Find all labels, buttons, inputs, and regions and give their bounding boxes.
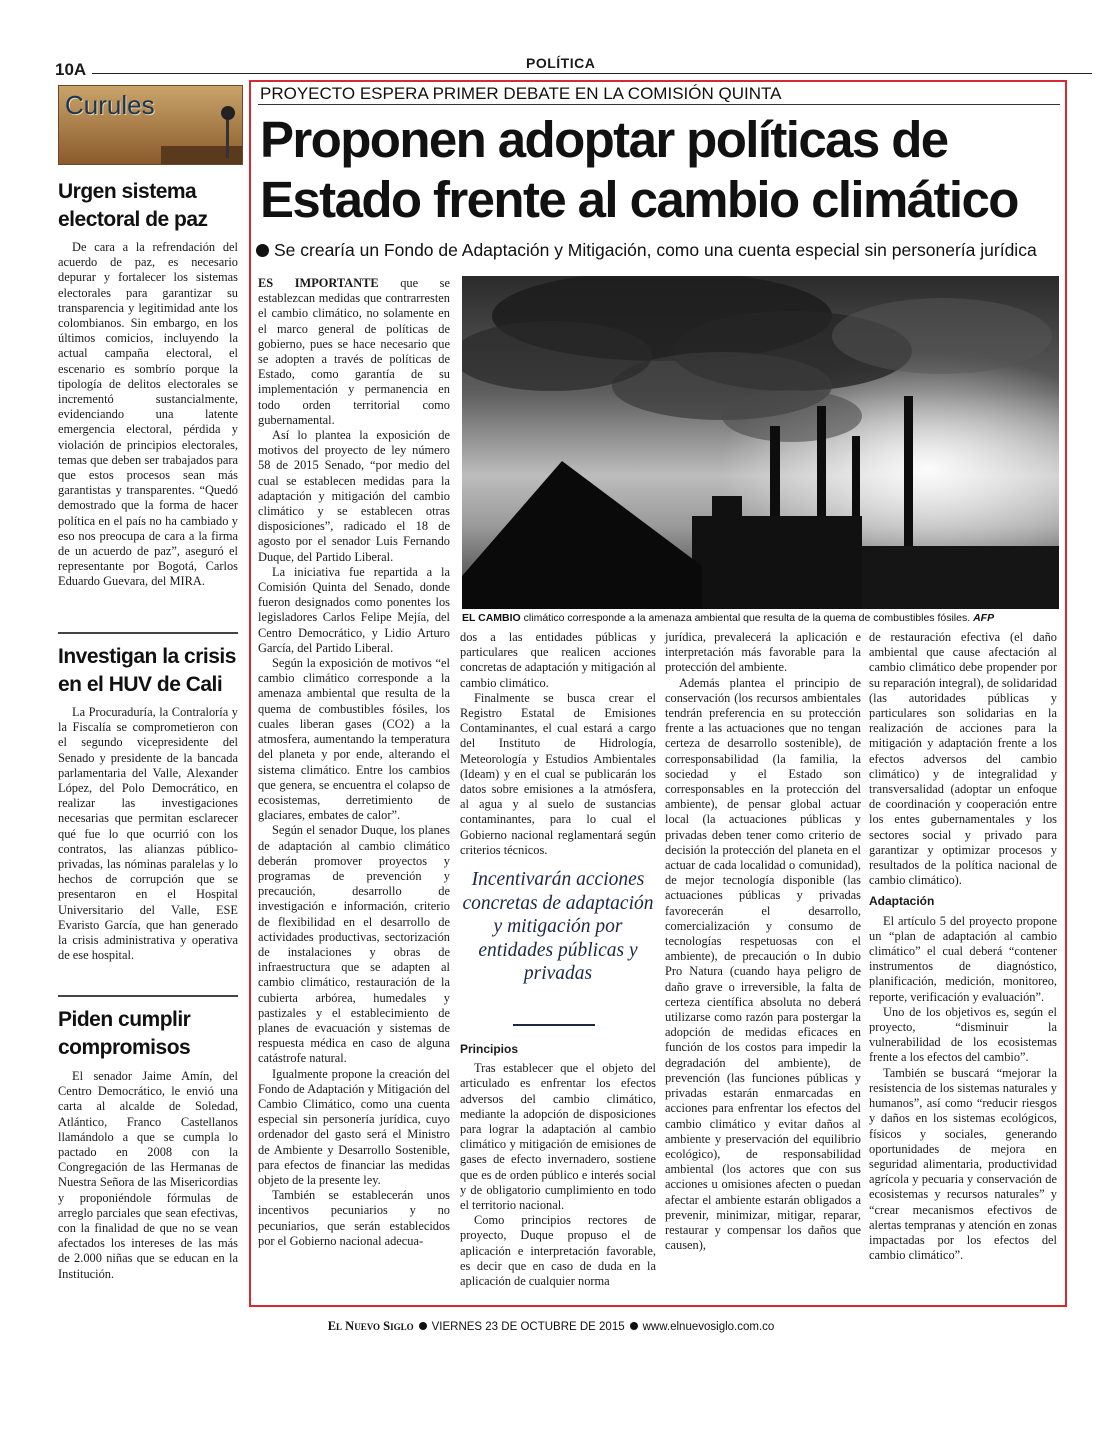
paragraph: Tras establecer que el objeto del articulado es enfrentar los efectos adversos del cambio climático, mediante la adopción de disposiciones para lograr la adaptación al cambio climático y mitigación de emisiones de gases de efecto invernadero, sostiene que es de orden público e interés social y de obligatorio cumplimiento en todo el territorio nacional. — [460, 1061, 656, 1213]
bullet-icon — [630, 1322, 638, 1330]
sidebar-body: De cara a la refrendación del acuerdo de paz, es necesario depurar y fortalecer los sistemas electorales para garantizar su transparencia y legitimidad ante los colombianos. Sin embargo, en los últimos comicios, incluyendo la actual campaña electoral, el escenario es sombrío porque la tipología de delitos electorales se incrementó sustancialmente, evidenciando una latente emergencia electoral, pérdida y violación de principios electorales, temas que deben ser trabajados para que estos procesos sean más garantistas y transparentes. “Quedó demostrado que la forma de hacer política en el país no ha cambiado y eso nos preocupa de cara a la firma de un acuerdo de paz”, aseguró el representante por Bogotá, Carlos Eduardo Guevara, del MIRA. — [58, 240, 238, 589]
sidebar-divider — [58, 995, 238, 997]
article-headline: Proponen adoptar políticas de Estado frente al cambio climático — [260, 111, 1018, 228]
sidebar-body: El senador Jaime Amín, del Centro Democrático, le envió una carta al alcalde de Soledad, Atlántico, Franco Castellanos llamándolo a que se cumpla lo pactado en 2008 con la Congregación de las Hermanas de Nuestra Señora de las Misericordias y proponiéndole fórmulas de arreglo parciales que sean efectivas, con la finalidad de que no se vean afectados los intereses de las más de 2.000 niñas que se educan en la Institución. — [58, 1069, 238, 1281]
sidebar-headline: Urgen sistema electoral de paz — [58, 180, 208, 231]
sidebar-headline: Investigan la crisis en el HUV de Cali — [58, 645, 236, 696]
caption-lead: EL CAMBIO — [462, 612, 521, 624]
article-column-2-bottom — [460, 1036, 656, 1289]
paragraph: jurídica, prevalecerá la aplicación e interpretación más favorable para la protección del ambiente. — [665, 630, 861, 675]
article-column-4 — [869, 630, 1057, 1263]
microphone-icon — [209, 106, 239, 162]
paragraph: Igualmente propone la creación del Fondo de Adaptación y Mitigación del Cambio Climático, como una cuenta especial sin personería jurídica, cuyo ordenador del gasto será el Ministro de Ambiente y Desarrollo Sostenible, para efectos de financiar las medidas objeto de la presente ley. — [258, 1066, 450, 1187]
paragraph: El artículo 5 del proyecto propone un “plan de adaptación al cambio climático” el cual deberá “contener instrumentos de diagnóstico, planificación, medición, monitoreo, reporte, verificación y evaluación”. — [869, 913, 1057, 1004]
pull-quote: Incentivarán acciones concretas de adaptación y mitigación por entidades públicas y privadas — [462, 869, 654, 984]
paragraph: La iniciativa fue repartida a la Comisión Quinta del Senado, donde fueron designados como ponentes los legisladores Carlos Felipe Mejía, del Centro Democrático, y Lidio Arturo García, del Partido Liberal. — [258, 564, 450, 655]
paragraph: Como principios rectores de proyecto, Duque propuso el de aplicación e interpretación favorable, es decir que en caso de duda en la aplicación de cualquier norma — [460, 1213, 656, 1289]
lead-in: ES IMPORTANTE — [258, 276, 379, 290]
article-column-1 — [258, 276, 450, 1249]
caption-text: climático corresponde a la amenaza ambiental que resulta de la quema de combustibles fósiles. — [520, 612, 974, 624]
article-column-2 — [460, 630, 656, 858]
subhead-principios: Principios — [460, 1042, 519, 1056]
article-column-3 — [665, 630, 861, 1253]
paragraph: También se buscará “mejorar la resistencia de los sistemas naturales y humanos”, así como “reducir riesgos y daños en los sistemas ecológicos, físicos y sociales, generando oportunidades de mejora en seguridad alimentaria, productividad agrícola y pecuaria y conservación de ecosistemas y recursos naturales” y “crear mecanismos efectivos de alertas tempranas y atención en zonas impactadas por los efectos del cambio climático”. — [869, 1065, 1057, 1263]
factory-smokestacks-photo — [462, 276, 1059, 609]
paragraph: Según la exposición de motivos “el cambio climático corresponde a la amenaza ambiental que resulta de la quema de combustibles fósiles, los cuales liberan gases (CO2) a la atmosfera, aumentando la temperatura del planeta y por ende, alterando el sistema climático. Entre los cambios que genera, se encuentra el colapso de ecosistemas, derretimiento de glaciares, embates de calor”. — [258, 656, 450, 823]
curules-banner — [58, 85, 243, 165]
photo-credit: AFP — [973, 612, 995, 624]
bullet-icon — [256, 244, 269, 257]
subhead-text: Se crearía un Fondo de Adaptación y Mitigación, como una cuenta especial sin personería jurídica — [274, 240, 1037, 260]
pull-quote-rule — [513, 1024, 595, 1026]
kicker-rule — [258, 104, 1060, 105]
subhead-adaptacion: Adaptación — [869, 894, 935, 909]
paragraph: Finalmente se busca crear el Registro Estatal de Emisiones Contaminantes, el cual estará a cargo del Instituto de Hidrología, Meteorología y Estudios Ambientales (Ideam) y en el cual se publicarán los datos sobre emisiones a la atmósfera, al agua y al suelo de sustancias contaminantes, para lo cual el Gobierno nacional reglamentará según criterios técnicos. — [460, 690, 656, 857]
sidebar-headline: Piden cumplir compromisos — [58, 1008, 191, 1059]
page-footer — [0, 1319, 1102, 1334]
sidebar-body: La Procuraduría, la Contraloría y la Fiscalía se comprometieron con el segundo vicepresidente del Senado y presidente de la bancada parlamentaria del Valle, Alexander López, del Polo Democrático, en realizar las investigaciones necesarias que permitan esclarecer qué fue lo que ocurrió con los contratos, las alianzas público-privadas, las nóminas paralelas y lo hechos de corrupción que se presentaron en el Hospital Universitario del Valle, ESE Evaristo García, que han generado la crisis administrativa y operativa de ese hospital. — [58, 705, 238, 963]
photo-caption — [462, 612, 1059, 624]
article-kicker: PROYECTO ESPERA PRIMER DEBATE EN LA COMISIÓN QUINTA — [260, 84, 782, 103]
paragraph: de restauración efectiva (el daño ambiental que cause afectación al cambio climático debe propender por su reparación integral), de solidaridad (las autoridades públicas y particulares son solidarias en la realización de acciones para la mitigación y adaptación frente a los efectos adversos del cambio climático) y de integralidad y transversalidad (adoptar un enfoque de coordinación y cooperación entre los entes gubernamentales y los sectores social y privado para garantizar y optimizar procesos y resultados de la política nacional de cambio climático). — [869, 630, 1057, 888]
page-number: 10A — [55, 60, 87, 79]
paragraph: Según el senador Duque, los planes de adaptación al cambio climático deberán promover proyectos y programas de prevención y precaución, desarrollo de investigación e información, criterio de flexibilidad en el desarrollo de actividades productivas, sectorización de instalaciones y obras de infraestructura que se adapten al cambio climático, restauración de la cubierta arbórea, humedales y pastizales y el establecimiento de planes de evacuación y sistemas de respuesta médica en caso de alguna catástrofe natural. — [258, 823, 450, 1066]
paragraph: Así lo plantea la exposición de motivos del proyecto de ley número 58 de 2015 Senado, “por medio del cual se establecen medidas para la adaptación y mitigación del cambio climático y se establecen otras disposiciones”, radicado el 18 de agosto por el senador Luis Fernando Duque, del Partido Liberal. — [258, 428, 450, 564]
paragraph: dos a las entidades públicas y particulares que realicen acciones concretas de adaptación y mitigación al cambio climático. — [460, 630, 656, 690]
section-name: POLÍTICA — [520, 55, 601, 71]
publication-date: VIERNES 23 DE OCTUBRE DE 2015 — [431, 1321, 625, 1333]
bullet-icon — [419, 1322, 427, 1330]
paragraph: También se establecerán unos incentivos pecuniarios y no pecuniarios, que serán establecidos por el Gobierno nacional adecua- — [258, 1188, 450, 1248]
newspaper-brand: El Nuevo Siglo — [327, 1319, 414, 1333]
paragraph: Además plantea el principio de conservación (los recursos ambientales tendrán preferencia en su protección frente a las actuaciones que no tengan certeza de desarrollo sostenible), de corresponsabilidad (la familia, la sociedad y el Estado son corresponsables en la protección del ambiente), de pensar global actuar local (la actuaciones públicas y privadas deben tener como criterio de decisión la protección del planeta en el actuar de cada localidad o comunidad), de mejor tecnología disponible (las actuaciones públicas y privadas favorecerán el desarrollo, comercialización y consumo de tecnologías respetuosas con el ambiente), de precaución o In dubio Pro Natura (cuando haya peligro de daño grave o irreversible, la falta de certeza científica absoluta no deberá utilizarse como razón para postergar la adopción de medidas eficaces en función de los costos para impedir la degradación del ambiente), de prevención (las funciones públicas y privadas estarán enmarcadas en acciones para enfrentar los efectos del cambio climático y evitar daños al ambiente y preservación del equilibrio ecológico), de responsabilidad ambiental (los actores que con sus acciones u omisiones afecten o puedan afectar el ambiente estarán obligados a prevenir, minimizar, mitigar, reparar, restaurar y compensar los daños que causen), — [665, 675, 861, 1253]
header-rule — [92, 73, 1092, 74]
paragraph: Uno de los objetivos es, según el proyecto, “disminuir la vulnerabilidad de los ecosistemas frente a los efectos del cambio”. — [869, 1004, 1057, 1065]
curules-title: Curules — [65, 90, 155, 120]
article-subhead — [256, 240, 1066, 261]
paragraph: que se establezcan medidas que contrarresten el cambio climático, no solamente en el marco general de políticas de gobierno, pues se hace necesario que se adopten a través de políticas de Estado, como garantía de su implementación y permanencia en todo orden territorial como gubernamental. — [258, 276, 450, 427]
sidebar-divider — [58, 632, 238, 634]
website-url: www.elnuevosiglo.com.co — [642, 1321, 775, 1333]
